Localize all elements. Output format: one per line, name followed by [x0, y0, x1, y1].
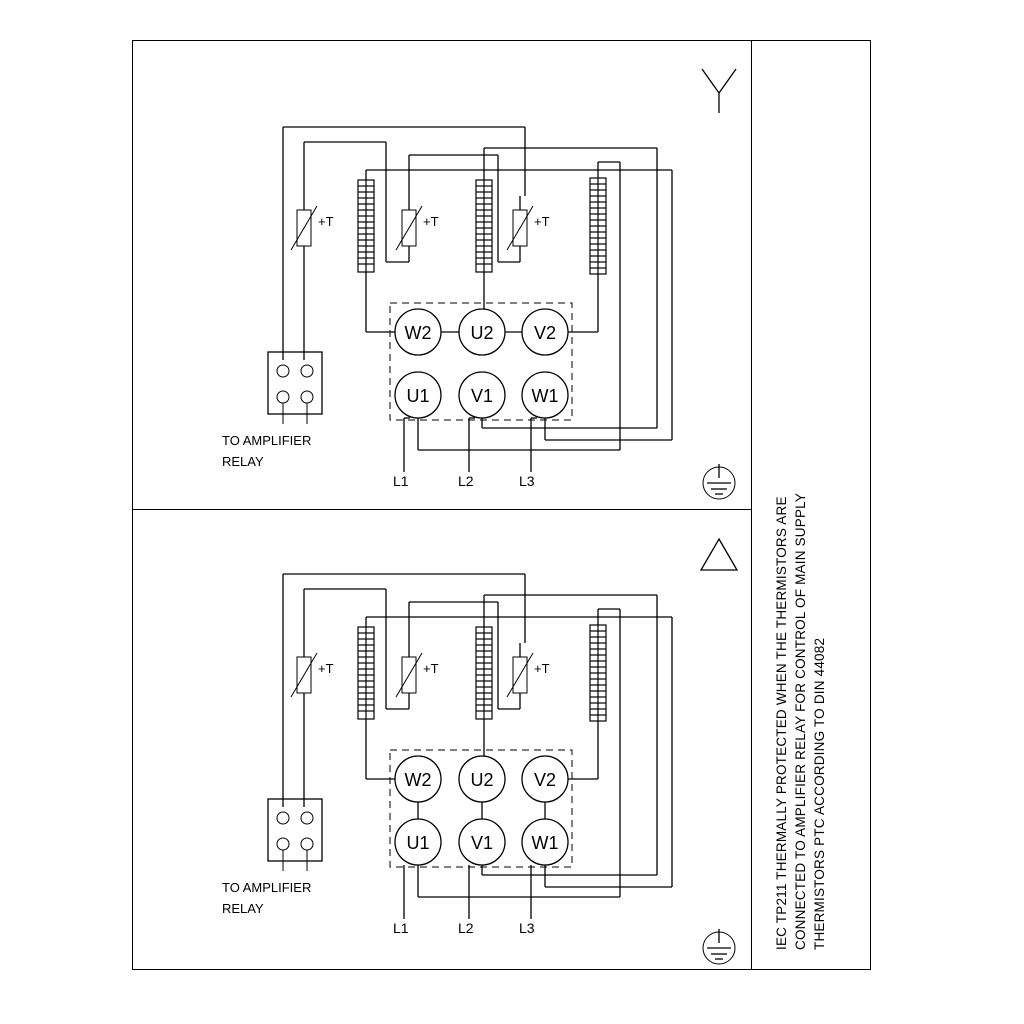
thermistor-label-3-star: +T: [534, 214, 550, 229]
svg-text:V1: V1: [470, 833, 494, 853]
note-line-1: IEC TP211 THERMALLY PROTECTED WHEN THE THERMISTORS ARE: [774, 496, 789, 950]
thermistor-label-3-delta: +T: [534, 661, 550, 676]
svg-text:U2: U2: [470, 323, 494, 343]
svg-text:V1: V1: [470, 386, 494, 406]
svg-text:U1: U1: [406, 833, 430, 853]
note-line-2: CONNECTED TO AMPLIFIER RELAY FOR CONTROL OF MAIN SUPPLY: [793, 492, 808, 950]
note-line-3: THERMISTORS PTC ACCORDING TO DIN 44082: [812, 637, 827, 950]
amplifier-relay-label-delta-line1: TO AMPLIFIER: [222, 880, 312, 895]
thermistor-label-2-star: +T: [423, 214, 439, 229]
supply-label-l1-delta: L1: [393, 920, 409, 936]
svg-text:W1: W1: [531, 833, 559, 853]
amplifier-relay-label-star-line1: TO AMPLIFIER: [222, 433, 312, 448]
supply-label-l1-star: L1: [393, 473, 409, 489]
supply-label-l3-star: L3: [519, 473, 535, 489]
thermistor-label-1-star: +T: [318, 214, 334, 229]
supply-label-l2-star: L2: [458, 473, 474, 489]
thermistor-2-delta: [396, 643, 422, 709]
winding-coil-2-delta: [476, 627, 492, 719]
supply-label-l3-delta: L3: [519, 920, 535, 936]
thermistor-3-delta: [507, 643, 533, 709]
svg-text:W2: W2: [404, 770, 432, 790]
winding-coil-1-delta: [358, 627, 374, 719]
thermistor-label-1-delta: +T: [318, 661, 334, 676]
winding-coil-3-delta: [590, 625, 606, 721]
amplifier-relay-label-delta-line2: RELAY: [222, 901, 264, 916]
svg-text:W2: W2: [404, 323, 432, 343]
delta-icon: [701, 539, 737, 570]
svg-text:U2: U2: [470, 770, 494, 790]
amplifier-relay-label-star-line2: RELAY: [222, 454, 264, 469]
svg-text:W1: W1: [531, 386, 559, 406]
earth-ground-icon-delta: [703, 929, 735, 964]
svg-text:U1: U1: [406, 386, 430, 406]
thermistor-1-delta: [291, 643, 317, 709]
svg-text:V2: V2: [533, 770, 557, 790]
thermistor-label-2-delta: +T: [423, 661, 439, 676]
svg-text:V2: V2: [533, 323, 557, 343]
supply-label-l2-delta: L2: [458, 920, 474, 936]
terminal-block-delta: [268, 799, 322, 871]
